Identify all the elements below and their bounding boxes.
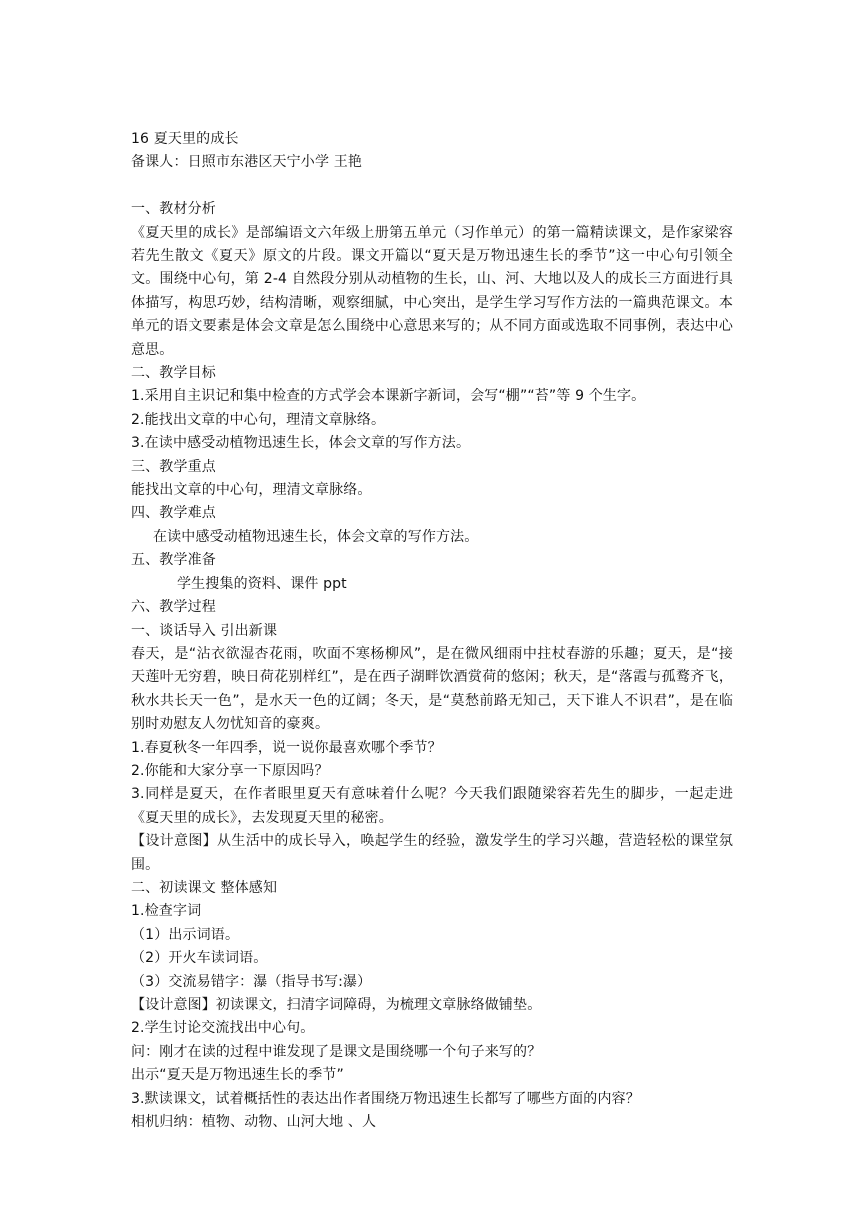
section-heading-preparation: 五、教学准备 bbox=[131, 552, 216, 569]
reading-design-intent: 【设计意图】初读课文，扫清字词障碍，为梳理文章脉络做铺垫。 bbox=[131, 997, 542, 1014]
reading-question: 问：刚才在读的过程中谁发现了是课文是围绕哪一个句子来写的？ bbox=[131, 1043, 542, 1060]
intro-question-1: 1.春夏秋冬一年四季，说一说你最喜欢哪个季节？ bbox=[131, 739, 442, 756]
difficulties-text: 在读中感受动植物迅速生长，体会文章的写作方法。 bbox=[153, 528, 479, 545]
document-body bbox=[131, 128, 733, 1134]
blank-line bbox=[131, 175, 733, 198]
textbook-analysis-paragraph: 《夏天里的成长》是部编语文六年级上册第五单元（习作单元）的第一篇精读课文，是作家梁容若先生散文《夏天》原文的片段。课文开篇以“夏天是万物迅速生长的季节”这一中心句引领全文。围绕中心句，第 2-4 自然段分别从动植物的生长，山、河、大地以及人的成长三方面进行具体描写，构思巧妙，结构清晰，观察细腻，中心突出，是学生学习写作方法的一篇典范课文。本单元的语文要素是体会文章是怎么围绕中心意思来写的；从不同方面或选取不同事例，表达中心意思。 bbox=[131, 224, 733, 358]
section-heading-teaching-goals: 二、教学目标 bbox=[131, 365, 216, 382]
preparation-text: 学生搜集的资料、课件 ppt bbox=[177, 575, 347, 592]
author-line: 备课人：日照市东港区天宁小学 王艳 bbox=[131, 154, 362, 171]
reading-substep-2: （2）开火车读词语。 bbox=[131, 950, 268, 967]
process-step-heading-intro: 一、谈话导入 引出新课 bbox=[131, 622, 278, 639]
reading-substep-3: （3）交流易错字：瀑（指导书写:瀑） bbox=[131, 973, 372, 990]
section-heading-difficulties: 四、教学难点 bbox=[131, 505, 216, 522]
reading-step-1: 1.检查字词 bbox=[131, 903, 202, 920]
section-heading-teaching-process: 六、教学过程 bbox=[131, 599, 216, 616]
lesson-title: 16 夏天里的成长 bbox=[131, 131, 239, 147]
goal-item-3: 3.在读中感受动植物迅速生长，体会文章的写作方法。 bbox=[131, 435, 471, 452]
section-heading-textbook-analysis: 一、教材分析 bbox=[131, 201, 216, 218]
key-points-text: 能找出文章的中心句，理清文章脉络。 bbox=[131, 482, 372, 499]
reading-substep-1: （1）出示词语。 bbox=[131, 926, 240, 943]
process-step-heading-first-reading: 二、初读课文 整体感知 bbox=[131, 879, 278, 896]
intro-question-2: 2.你能和大家分享一下原因吗？ bbox=[131, 762, 329, 779]
goal-item-1: 1.采用自主识记和集中检查的方式学会本课新字新词，会写“棚”“苔”等 9 个生字。 bbox=[131, 388, 646, 405]
reading-step-3: 3.默读课文，试着概括性的表达出作者围绕万物迅速生长都写了哪些方面的内容？ bbox=[131, 1090, 640, 1107]
intro-question-3: 3.同样是夏天，在作者眼里夏天有意味着什么呢？今天我们跟随梁容若先生的脚步，一起走进《夏天里的成长》，去发现夏天里的秘密。 bbox=[131, 786, 733, 826]
reading-show-sentence: 出示“夏天是万物迅速生长的季节” bbox=[131, 1067, 344, 1084]
intro-paragraph: 春天，是“沾衣欲湿杏花雨，吹面不寒杨柳风”，是在微风细雨中拄杖春游的乐趣；夏天，是“接天莲叶无穷碧，映日荷花别样红”，是在西子湖畔饮酒赏荷的悠闲；秋天，是“落霞与孤鹜齐飞，秋水共长天一色”，是水天一色的辽阔；冬天，是“莫愁前路无知己，天下谁人不识君”，是在临别时劝慰友人勿忧知音的豪爽。 bbox=[131, 645, 733, 733]
intro-design-intent: 【设计意图】从生活中的成长导入，唤起学生的经验，激发学生的学习兴趣，营造轻松的课堂氛围。 bbox=[131, 833, 733, 873]
reading-summary: 相机归纳：植物、动物、山河大地 、人 bbox=[131, 1114, 377, 1131]
reading-step-2: 2.学生讨论交流找出中心句。 bbox=[131, 1020, 315, 1037]
section-heading-key-points: 三、教学重点 bbox=[131, 458, 216, 475]
goal-item-2: 2.能找出文章的中心句，理清文章脉络。 bbox=[131, 411, 386, 428]
